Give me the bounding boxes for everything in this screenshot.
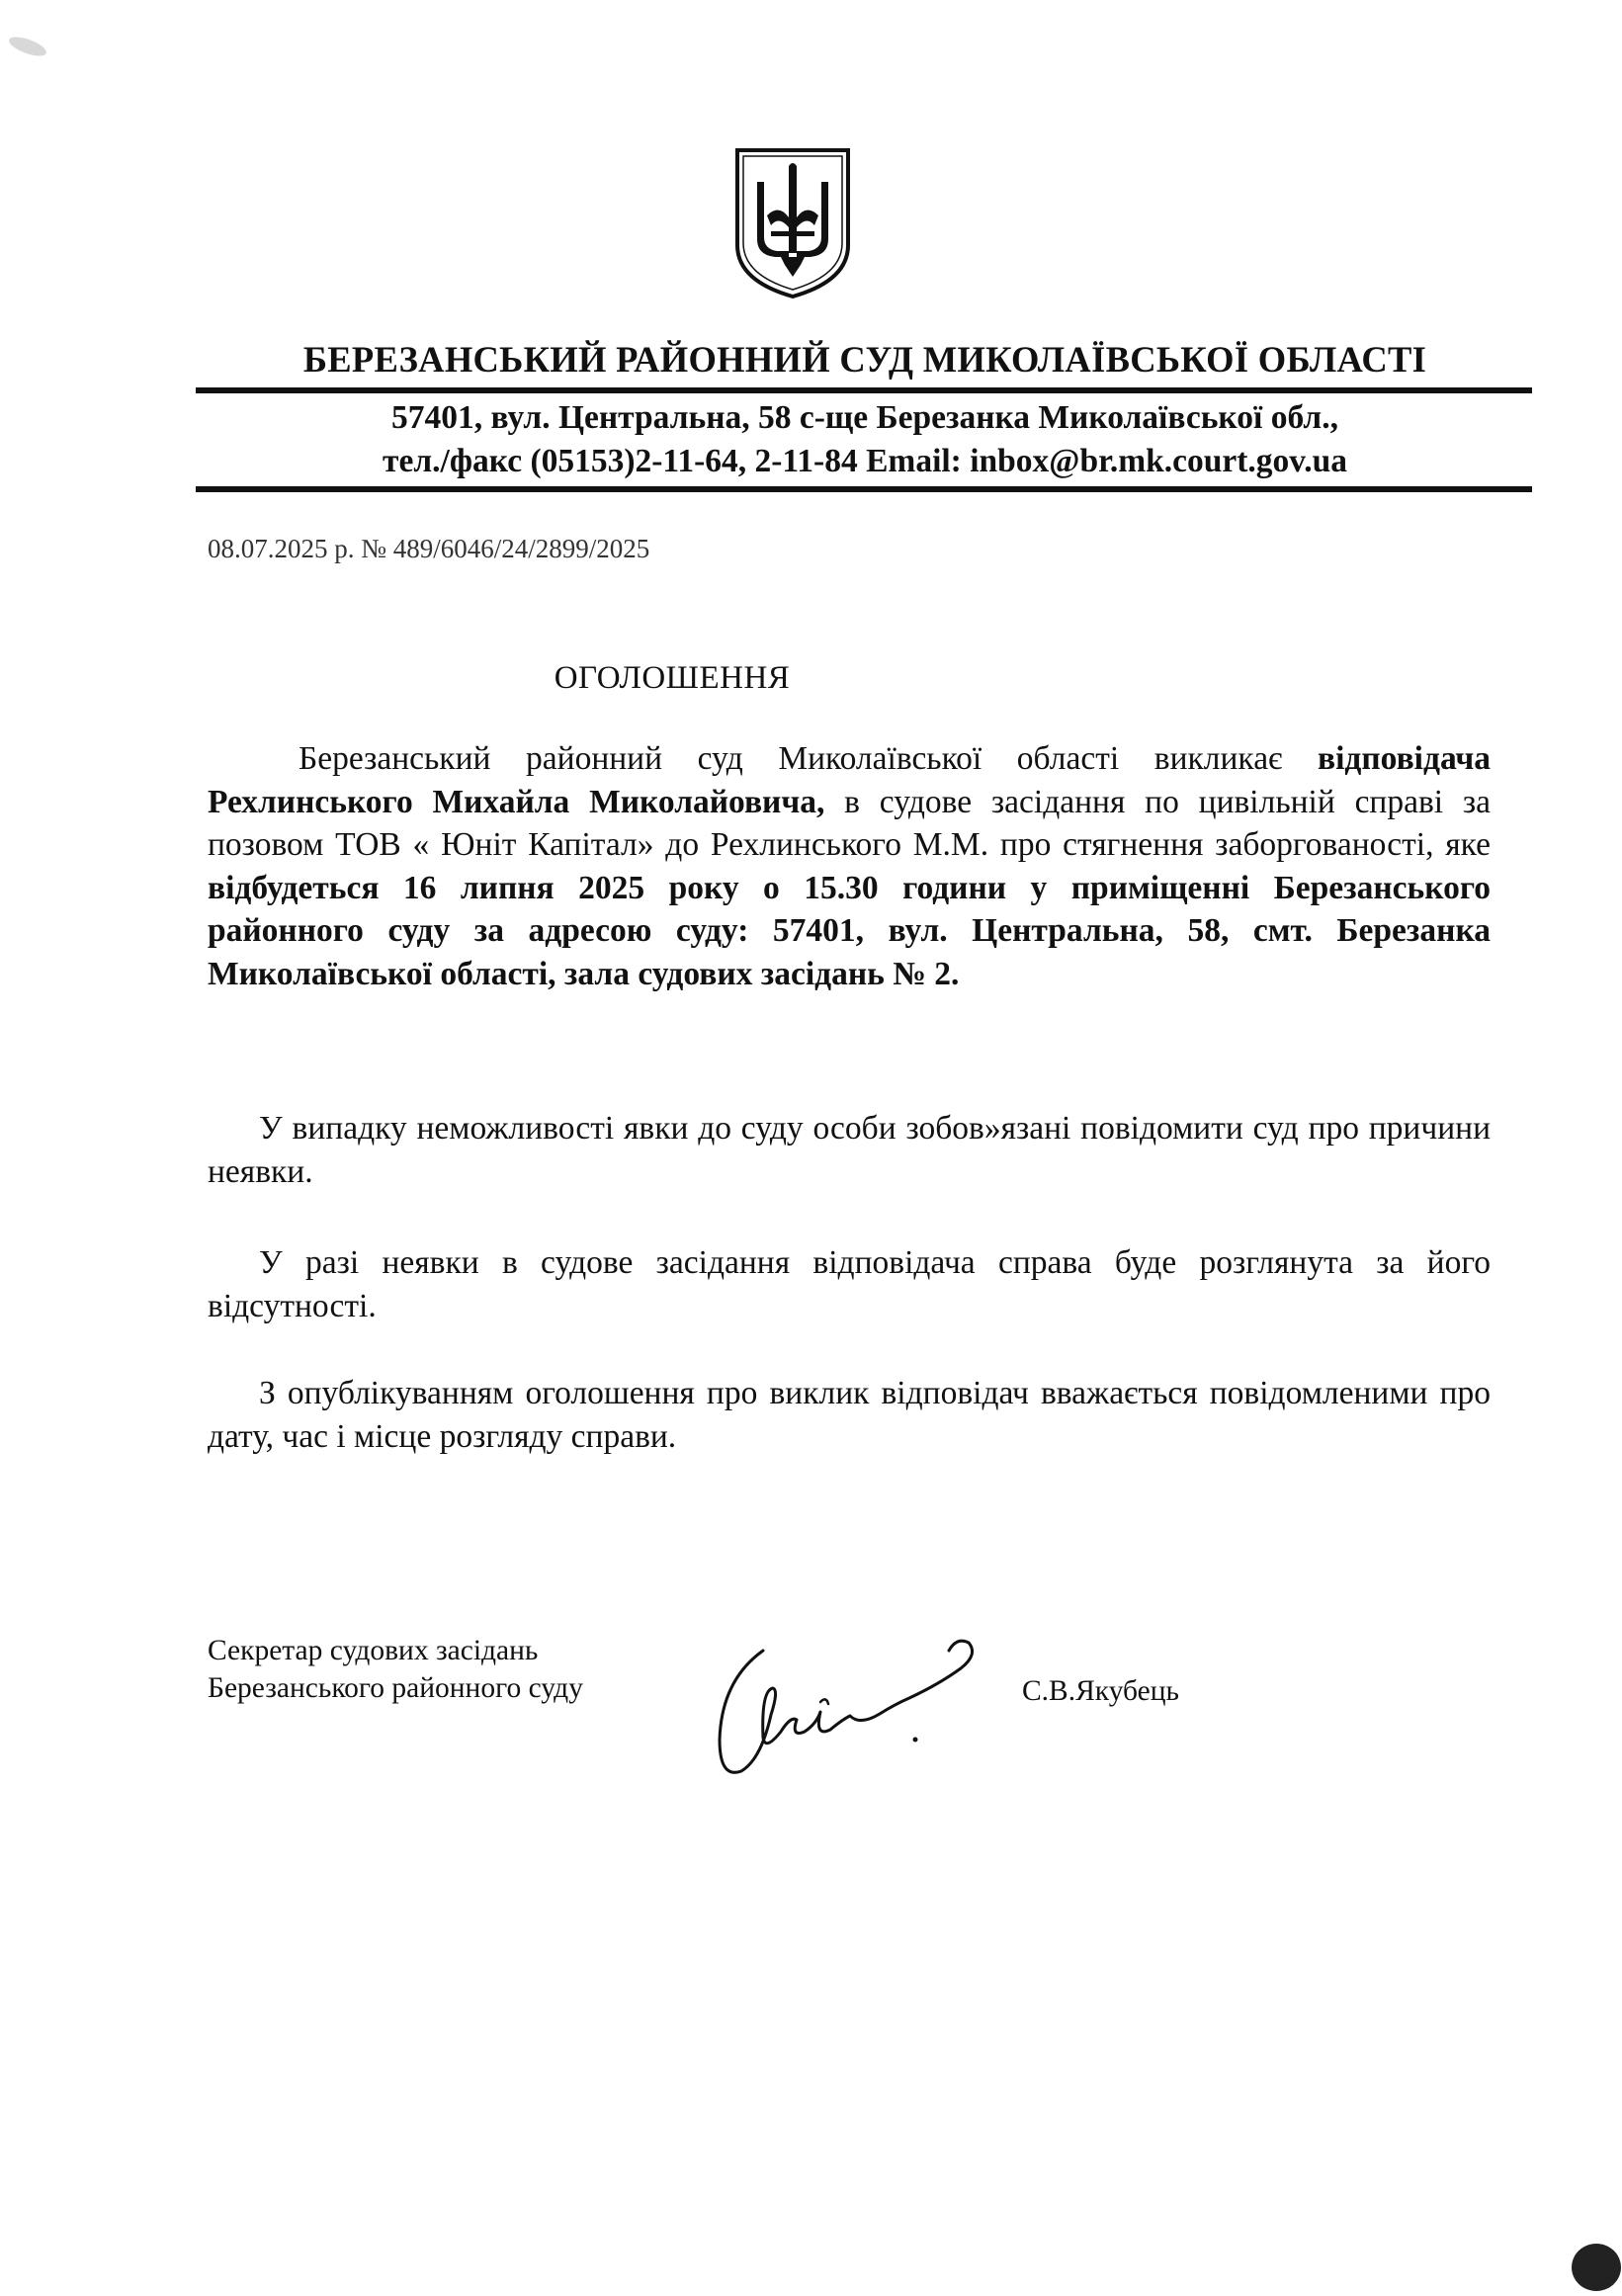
text-run: У разі неявки в судове засідання відповідача справа буде розглянута за його відсутності. — [208, 1244, 1491, 1324]
coat-of-arms-icon — [731, 146, 854, 300]
hearing-details: відбудеться 16 липня 2025 року о 15.30 години у приміщенні Березанського районного суду за адресою суду: 57401, вул. Центральна, 58, смт. Березанка Миколаївської області, зала судових засідань № 2. — [208, 869, 1491, 992]
notice-paragraph — [208, 1107, 1491, 1193]
defendant-name: відповідача Рехлинського Михайла Миколайовича, — [208, 740, 1491, 820]
header-rule-top — [196, 387, 1532, 393]
text-run: в судове засідання по цивільній справі за позовом ТОВ « Юніт Капітал» до Рехлинського М.М. про стягнення заборгованості, яке — [208, 783, 1492, 863]
header-rule-bottom — [196, 486, 1532, 492]
court-contacts: тел./факс (05153)2-11-64, 2-11-84 Email: inbox@br.mk.court.gov.ua — [383, 443, 1347, 479]
handwritten-signature — [702, 1621, 1018, 1799]
notice-paragraph — [208, 1372, 1491, 1458]
text-run: З опублікуванням оголошення про виклик відповідач вважається повідомленими про дату, час і місце розгляду справи. — [208, 1375, 1491, 1455]
court-address: 57401, вул. Центральна, 58 с-ще Березанка Миколаївської обл., — [391, 399, 1338, 436]
document-title: ОГОЛОШЕННЯ — [554, 660, 791, 696]
notice-paragraph — [208, 1241, 1491, 1327]
signatory-title-line: Березанського районного суду — [208, 1672, 583, 1704]
signatory-title-line: Секретар судових засідань — [208, 1635, 539, 1666]
scan-speck — [7, 34, 48, 60]
signatory-name: С.В.Якубець — [1022, 1675, 1180, 1707]
court-name: БЕРЕЗАНСЬКИЙ РАЙОННИЙ СУД МИКОЛАЇВСЬКОЇ ОБЛАСТІ — [302, 339, 1427, 380]
document-reference: 08.07.2025 р. № 489/6046/24/2899/2025 — [208, 534, 650, 563]
announcement-paragraph — [208, 737, 1491, 995]
scan-speck — [1572, 2244, 1621, 2291]
text-run: У випадку неможливості явки до суду особи зобов»язані повідомити суд про причини неявки. — [208, 1110, 1491, 1190]
text-run: Березанський районний суд Миколаївської області викликає — [299, 740, 1319, 777]
signatory-title — [208, 1632, 583, 1707]
